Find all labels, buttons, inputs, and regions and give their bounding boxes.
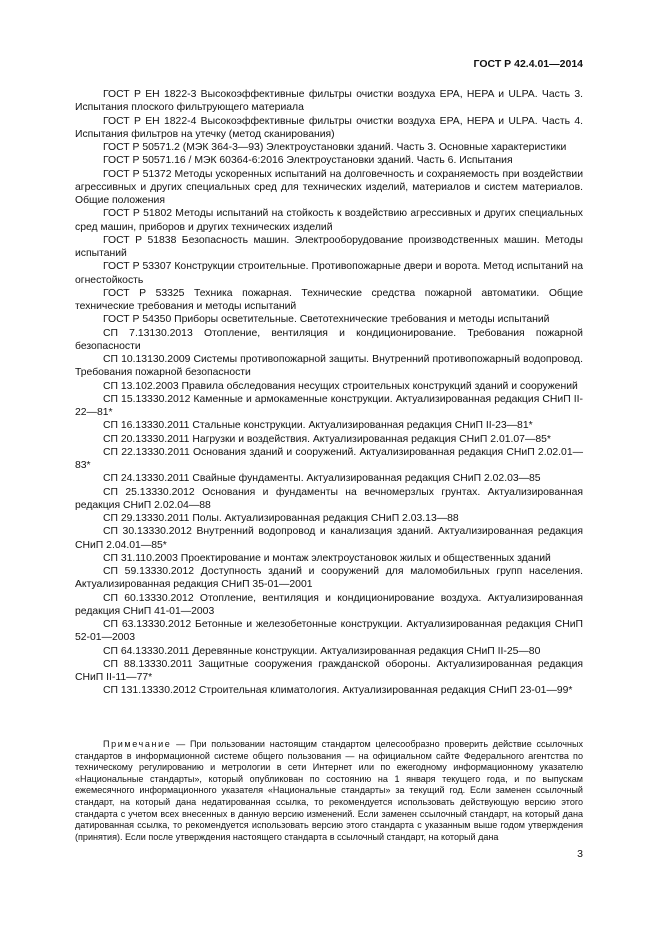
page-number: 3 <box>577 848 583 860</box>
reference-item: СП 88.13330.2011 Защитные сооружения гражданской обороны. Актуализированная редакция СНиП II-11—77* <box>75 658 583 683</box>
reference-item: СП 25.13330.2012 Основания и фундаменты на вечномерзлых грунтах. Актуализированная редакция СНиП 2.02.04—88 <box>75 486 583 511</box>
reference-item: СП 7.13130.2013 Отопление, вентиляция и кондиционирование. Требования пожарной безопасности <box>75 327 583 352</box>
footnote-remark <box>75 739 583 843</box>
note-text: — При пользовании настоящим стандартом целесообразно проверить действие ссылочных стандартов в информационной системе общего пользования — на официальном сайте Федерального агентства по техническому регулированию и метрологии в сети Интернет или по ежегодному информационному указателю «Национальные стандарты», который опубликован по состоянию на 1 января текущего года, и по выпускам ежемесячного информационного указателя «Национальные стандарты» за текущий год. Если заменен ссылочный стандарт, на который дана недатированная ссылка, то рекомендуется использовать действующую версию этого стандарта с учетом всех внесенных в данную версию изменений. Если заменен ссылочный стандарт, на который дана датированная ссылка, то рекомендуется использовать версию этого стандарта с указанным выше годом утверждения (принятия). Если после утверждения настоящего стандарта в ссылочный стандарт, на который дана <box>75 739 583 842</box>
reference-item: ГОСТ Р 51372 Методы ускоренных испытаний на долговечность и сохраняемость при воздействии агрессивных и других специальных сред для технических изделий, материалов и систем материалов. Общие положения <box>75 168 583 206</box>
reference-item: СП 16.13330.2011 Стальные конструкции. Актуализированная редакция СНиП II-23—81* <box>103 420 533 432</box>
reference-item: СП 20.13330.2011 Нагрузки и воздействия. Актуализированная редакция СНиП 2.01.07—85* <box>103 433 551 445</box>
reference-item: СП 131.13330.2012 Строительная климатология. Актуализированная редакция СНиП 23-01—99* <box>103 685 573 697</box>
reference-item: СП 15.13330.2012 Каменные и армокаменные конструкции. Актуализированная редакция СНиП II-22—81* <box>75 393 583 418</box>
reference-item: СП 29.13330.2011 Полы. Актуализированная редакция СНиП 2.03.13—88 <box>103 513 459 524</box>
reference-item: ГОСТ Р 50571.16 / МЭК 60364-6:2016 Электроустановки зданий. Часть 6. Испытания <box>103 155 513 167</box>
reference-item: ГОСТ Р ЕН 1822-3 Высокоэффективные фильтры очистки воздуха EPA, HEPA и ULPA. Часть 3. Испытания плоского фильтрующего материала <box>75 89 583 114</box>
reference-item: ГОСТ Р 50571.2 (МЭК 364-3—93) Электроустановки зданий. Часть 3. Основные характеристики <box>103 142 567 153</box>
reference-item: СП 22.13330.2011 Основания зданий и сооружений. Актуализированная редакция СНиП 2.02.01—83* <box>75 446 583 471</box>
normative-references-list <box>75 88 583 698</box>
reference-item: СП 63.13330.2012 Бетонные и железобетонные конструкции. Актуализированная редакция СНиП 52-01—2003 <box>75 619 583 644</box>
reference-item: СП 59.13330.2012 Доступность зданий и сооружений для маломобильных групп населения. Актуализированная редакция СНиП 35-01—2001 <box>75 566 583 591</box>
reference-item: ГОСТ Р 53307 Конструкции строительные. Противопожарные двери и ворота. Метод испытаний на огнестойкость <box>75 261 583 286</box>
note-label: Примечание <box>103 739 172 749</box>
reference-item: СП 24.13330.2011 Свайные фундаменты. Актуализированная редакция СНиП 2.02.03—85 <box>103 473 541 485</box>
reference-item: ГОСТ Р 51838 Безопасность машин. Электрооборудование производственных машин. Методы испытаний <box>75 234 583 259</box>
reference-item: СП 64.13330.2011 Деревянные конструкции. Актуализированная редакция СНиП II-25—80 <box>103 645 541 657</box>
reference-item: СП 13.102.2003 Правила обследования несущих строительных конструкций зданий и сооружений <box>103 380 578 392</box>
reference-item: СП 10.13130.2009 Системы противопожарной защиты. Внутренний противопожарный водопровод. Требования пожарной безопасности <box>75 354 583 379</box>
reference-item: ГОСТ Р 54350 Приборы осветительные. Светотехнические требования и методы испытаний <box>103 314 550 326</box>
reference-item: ГОСТ Р ЕН 1822-4 Высокоэффективные фильтры очистки воздуха EPA, HEPA и ULPA. Часть 4. Испытания фильтров на утечку (метод сканирования) <box>75 115 583 140</box>
reference-item: СП 60.13330.2012 Отопление, вентиляция и кондиционирование воздуха. Актуализированная редакция СНиП 41-01—2003 <box>75 592 583 617</box>
document-number-header: ГОСТ Р 42.4.01—2014 <box>473 58 583 70</box>
reference-item: ГОСТ Р 53325 Техника пожарная. Технические средства пожарной автоматики. Общие технические требования и методы испытаний <box>75 287 583 312</box>
reference-item: ГОСТ Р 51802 Методы испытаний на стойкость к воздействию агрессивных и других специальных сред машин, приборов и других технических изделий <box>75 208 583 233</box>
reference-item: СП 31.110.2003 Проектирование и монтаж электроустановок жилых и общественных зданий <box>103 552 551 564</box>
reference-item: СП 30.13330.2012 Внутренний водопровод и канализация зданий. Актуализированная редакция СНиП 2.04.01—85* <box>75 526 583 551</box>
